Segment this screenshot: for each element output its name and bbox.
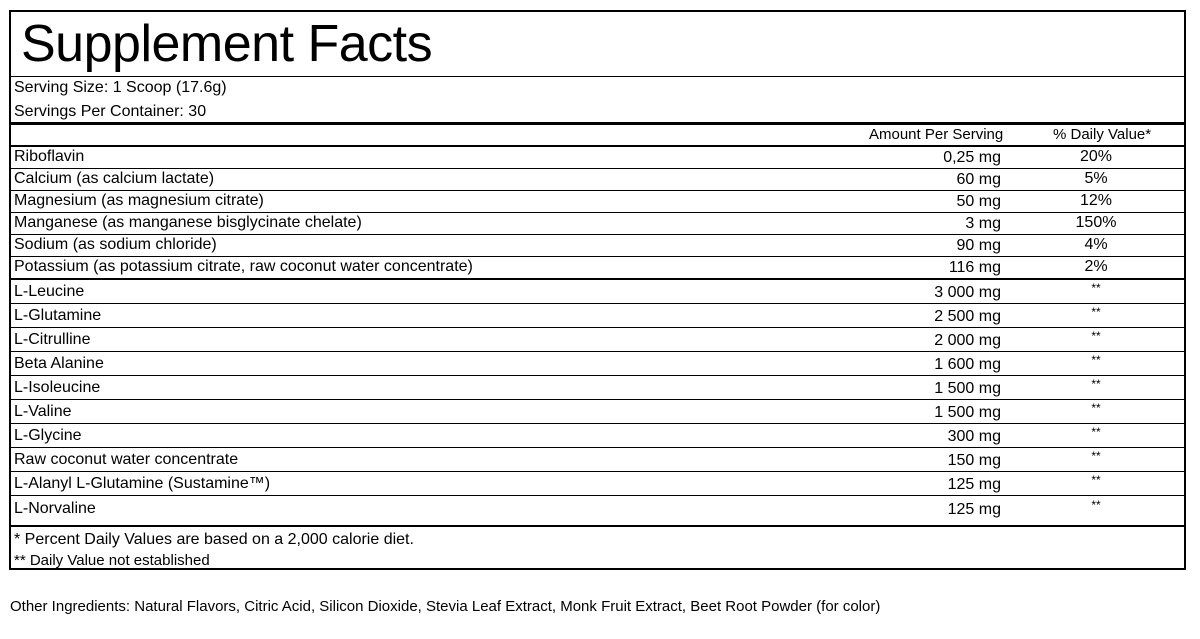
ingredient-daily-value: 2% bbox=[1084, 258, 1108, 275]
ingredient-name: Calcium (as calcium lactate) bbox=[14, 170, 215, 187]
table-row bbox=[11, 147, 1184, 169]
serving-divider bbox=[11, 122, 1184, 125]
ingredient-daily-value: ** bbox=[1091, 281, 1101, 295]
ingredient-amount: 125 mg bbox=[947, 501, 1001, 518]
ingredient-daily-value: ** bbox=[1091, 401, 1101, 415]
ingredient-amount: 150 mg bbox=[947, 452, 1001, 469]
table-row bbox=[11, 352, 1184, 376]
ingredient-amount: 50 mg bbox=[956, 193, 1001, 210]
ingredient-daily-value: ** bbox=[1091, 377, 1101, 391]
ingredient-name: L-Citrulline bbox=[14, 331, 91, 348]
ingredient-daily-value: ** bbox=[1091, 305, 1101, 319]
table-bottom-divider bbox=[11, 525, 1184, 527]
ingredient-amount: 3 000 mg bbox=[934, 284, 1001, 301]
not-established-footnote: ** Daily Value not established bbox=[14, 552, 210, 569]
ingredient-amount: 90 mg bbox=[956, 237, 1001, 254]
daily-value-footnote: * Percent Daily Values are based on a 2,000 calorie diet. bbox=[14, 531, 414, 548]
table-row bbox=[11, 235, 1184, 257]
ingredient-amount: 3 mg bbox=[965, 215, 1001, 232]
ingredient-amount: 1 500 mg bbox=[934, 404, 1001, 421]
table-row bbox=[11, 191, 1184, 213]
ingredient-name: L-Glycine bbox=[14, 427, 82, 444]
ingredient-name: L-Valine bbox=[14, 403, 72, 420]
table-row bbox=[11, 280, 1184, 304]
ingredient-name: L-Norvaline bbox=[14, 500, 96, 517]
panel-title: Supplement Facts bbox=[21, 15, 433, 73]
ingredient-daily-value: ** bbox=[1091, 353, 1101, 367]
ingredient-amount: 2 000 mg bbox=[934, 332, 1001, 349]
table-row bbox=[11, 424, 1184, 448]
table-row bbox=[11, 213, 1184, 235]
serving-size: Serving Size: 1 Scoop (17.6g) bbox=[14, 79, 227, 96]
table-row bbox=[11, 169, 1184, 191]
ingredient-amount: 300 mg bbox=[947, 428, 1001, 445]
table-row bbox=[11, 448, 1184, 472]
table-row bbox=[11, 304, 1184, 328]
table-row bbox=[11, 472, 1184, 496]
ingredient-daily-value: 4% bbox=[1084, 236, 1108, 253]
ingredient-amount: 0,25 mg bbox=[943, 149, 1001, 166]
ingredient-name: Raw coconut water concentrate bbox=[14, 451, 239, 468]
ingredient-daily-value: ** bbox=[1091, 425, 1101, 439]
ingredient-daily-value: 12% bbox=[1079, 192, 1113, 209]
ingredient-name: Manganese (as manganese bisglycinate chelate) bbox=[14, 214, 362, 231]
ingredient-name: L-Isoleucine bbox=[14, 379, 101, 396]
ingredient-daily-value: ** bbox=[1091, 329, 1101, 343]
ingredient-name: Riboflavin bbox=[14, 148, 85, 165]
daily-value-header: % Daily Value* bbox=[1053, 126, 1152, 143]
ingredient-name: Potassium (as potassium citrate, raw coconut water concentrate) bbox=[14, 258, 473, 275]
table-row bbox=[11, 400, 1184, 424]
table-row bbox=[11, 328, 1184, 352]
table-row bbox=[11, 257, 1184, 280]
ingredient-name: L-Leucine bbox=[14, 283, 85, 300]
supplement-facts-panel bbox=[9, 10, 1186, 570]
amount-per-serving-header: Amount Per Serving bbox=[869, 126, 1004, 143]
servings-per-container: Servings Per Container: 30 bbox=[14, 103, 207, 120]
ingredient-name: Beta Alanine bbox=[14, 355, 104, 372]
ingredient-name: L-Glutamine bbox=[14, 307, 102, 324]
ingredient-name: Sodium (as sodium chloride) bbox=[14, 236, 217, 253]
ingredient-name: Magnesium (as magnesium citrate) bbox=[14, 192, 264, 209]
ingredient-amount: 1 600 mg bbox=[934, 356, 1001, 373]
ingredient-amount: 2 500 mg bbox=[934, 308, 1001, 325]
title-divider bbox=[11, 76, 1184, 77]
table-row bbox=[11, 376, 1184, 400]
other-ingredients: Other Ingredients: Natural Flavors, Citric Acid, Silicon Dioxide, Stevia Leaf Extract, Monk Fruit Extract, Beet Root Powder (for color) bbox=[10, 598, 881, 615]
ingredient-amount: 60 mg bbox=[956, 171, 1001, 188]
ingredient-amount: 1 500 mg bbox=[934, 380, 1001, 397]
ingredient-daily-value: ** bbox=[1091, 473, 1101, 487]
ingredient-daily-value: ** bbox=[1091, 449, 1101, 463]
ingredient-amount: 116 mg bbox=[948, 259, 1001, 276]
table-row bbox=[11, 496, 1184, 520]
ingredient-amount: 125 mg bbox=[947, 476, 1001, 493]
ingredient-name: L-Alanyl L-Glutamine (Sustamine™) bbox=[14, 475, 271, 492]
ingredient-daily-value: 5% bbox=[1084, 170, 1108, 187]
ingredient-daily-value: 20% bbox=[1079, 148, 1113, 165]
ingredient-daily-value: 150% bbox=[1075, 214, 1117, 231]
ingredient-daily-value: ** bbox=[1091, 498, 1101, 512]
